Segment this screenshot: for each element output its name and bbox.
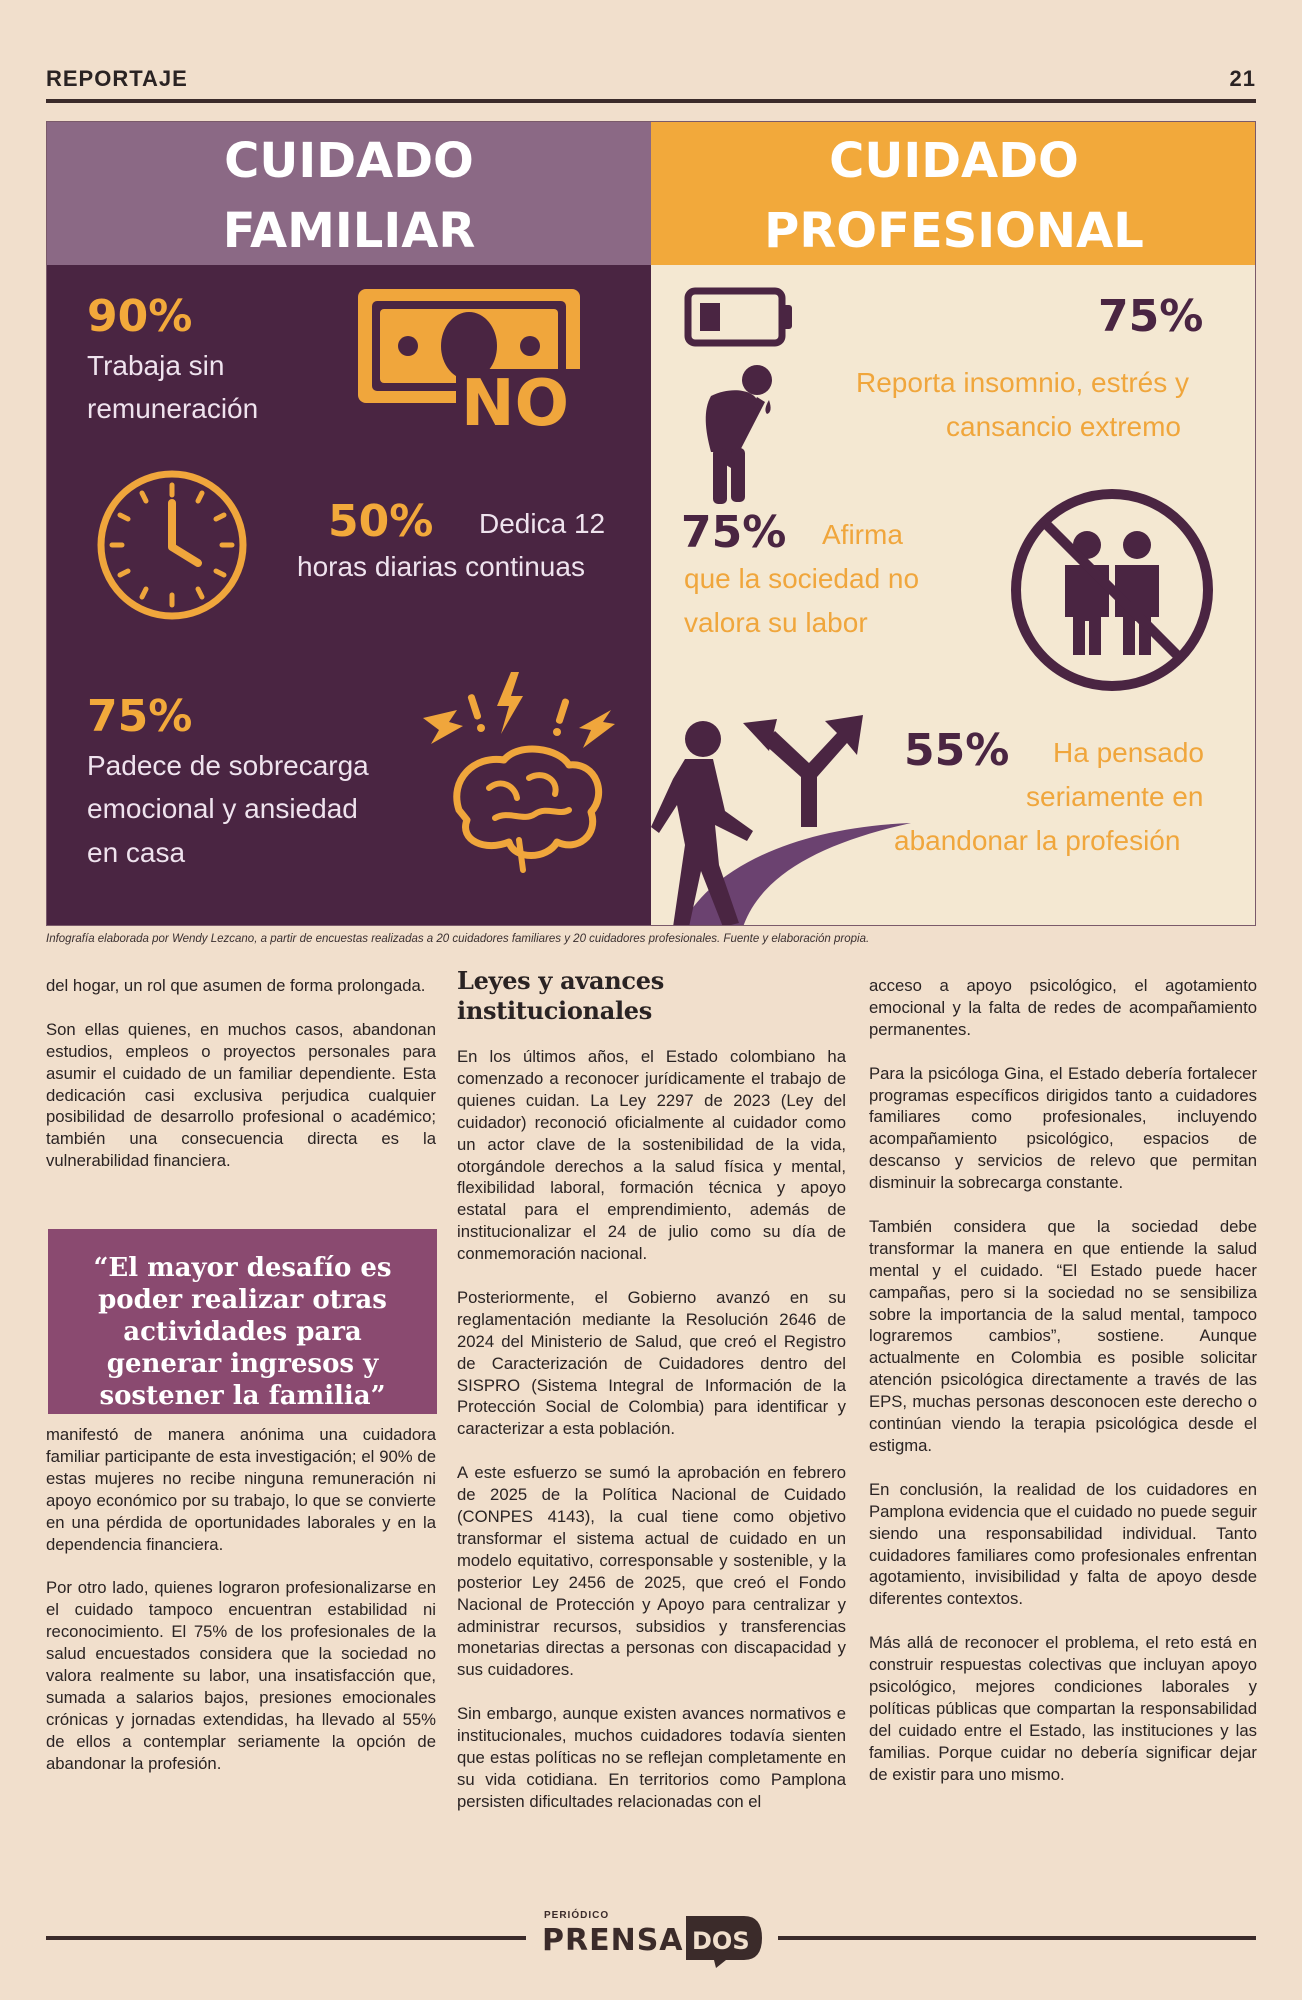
stat-75-sociedad: 75% [681, 507, 787, 558]
footer-rule-right [778, 1936, 1256, 1940]
clock-icon [94, 467, 250, 623]
tired-person-icon [691, 360, 791, 510]
stat-50: 50% [328, 496, 434, 547]
low-battery-icon [684, 287, 796, 349]
article-column-3 [869, 975, 1257, 1785]
stat-75-insomnio: 75% [1098, 291, 1204, 342]
stat-55: 55% [904, 725, 1010, 776]
header-rule [46, 99, 1256, 103]
paragraph: A este esfuerzo se sumó la aprobación en febrero de 2025 de la Política Nacional de Cuidado (CONPES 4143), la cual tiene como objetivo transformar el sistema actual de cuidado en un modelo equitativo, corresponsable y sostenible, y la posterior Ley 2456 de 2025, que creó el Fondo Nacional de Protección y Apoyo para centralizar y administrar recursos, subsidios y transferencias monetarias directas a personas con discapacidad y sus cuidadores. [457, 1463, 846, 1680]
stat-90: 90% [87, 291, 193, 342]
stat-75-familiar: 75% [87, 691, 193, 742]
paragraph: Por otro lado, quienes lograron profesionalizarse en el cuidado tampoco encuentran estabilidad ni reconocimiento. El 75% de los profesionales de la salud encuestados considera que la sociedad no valora realmente su labor, una insatisfacción que, sumada a salarios bajos, presiones emocionales crónicas y jornadas extendidas, ha llevado al 55% de ellos a contemplar seriamente la opción de abandonar la profesión. [46, 1578, 436, 1773]
page-number: 21 [1229, 66, 1256, 91]
profesional-panel: 75% Reporta insomnio, estrés y cansancio extremo 75% Afirma que la sociedad no valora su labor 55% Ha pensado seriamente en abandonar la profesión [651, 265, 1256, 926]
svg-text:DOS: DOS [692, 1927, 750, 1955]
paragraph: Son ellas quienes, en muchos casos, abandonan estudios, empleos o proyectos personales para asumir el cuidado de un familiar dependiente. Esta dedicación casi exclusiva perjudica cualquier posibilidad de desarrollo profesional o académico; también una consecuencia directa es la vulnerabilidad financiera. [46, 1019, 436, 1171]
prensados-logo [540, 1904, 770, 1970]
page-header [46, 66, 1256, 100]
paragraph: manifestó de manera anónima una cuidadora familiar participante de esta investigación; el 90% de estas mujeres no recibe ninguna remuneración ni apoyo económico por su trabajo, lo que se convierte en una pérdida de oportunidades laborales y en la dependencia financiera. [46, 1425, 436, 1554]
paragraph: acceso a apoyo psicológico, el agotamiento emocional y la falta de redes de acompañamiento permanentes. [869, 976, 1257, 1039]
article-column-2 [457, 966, 846, 1813]
paragraph: Posteriormente, el Gobierno avanzó en su reglamentación mediante la Resolución 2646 de 2024 del Ministerio de Salud, que creó el Registro de Caracterización de Cuidadores dentro del SISPRO (Sistema Integral de Información de la Protección Social de Colombia) para identificar y caracterizar a esta población. [457, 1287, 846, 1439]
article-column-1-continued [46, 1424, 436, 1774]
footer-rule-left [46, 1936, 526, 1940]
no-people-icon [1009, 487, 1215, 693]
paragraph: Para la psicóloga Gina, el Estado debería fortalecer programas específicos dirigidos tanto a cuidadores familiares como profesionales, incluyendo acompañamiento psicológico, espacios de descanso y servicios de relevo que permitan disminuir la sobrecarga constante. [869, 1063, 1257, 1193]
paragraph: También considera que la sociedad debe transformar la manera en que entiende la salud mental y el cuidado. “El Estado puede hacer campañas, pero si la sociedad no se sensibiliza sobre la importancia de la salud mental, tampoco lograremos cambios”, sostiene. Aunque actualmente en Colombia es posible solicitar atención psicológica directamente a través de las EPS, muchas personas desconocen este derecho o continúan viendo la terapia psicológica desde el estigma. [869, 1216, 1257, 1455]
paragraph: En conclusión, la realidad de los cuidadores en Pamplona evidencia que el cuidado no puede seguir siendo una responsabilidad individual. Tanto cuidadores familiares como profesionales enfrentan agotamiento, invisibilidad y falta de apoyo desde diferentes contextos. [869, 1479, 1257, 1609]
paragraph: En los últimos años, el Estado colombiano ha comenzado a reconocer jurídicamente el trabajo de quienes cuidan. La Ley 2297 de 2023 (Ley del cuidador) reconoció oficialmente al cuidador como un actor clave de la sostenibilidad de la vida, otorgándole derechos a la salud física y mental, flexibilidad laboral, formación técnica y apoyo estatal para el emprendimiento, además de institucionalizar el 24 de julio como su día de conmemoración nacional. [457, 1047, 846, 1264]
paragraph: Sin embargo, aunque existen avances normativos e institucionales, muchos cuidadores todavía sienten que estas políticas no se reflejan completamente en su vida cotidiana. En territorios como Pamplona persisten dificultades relacionadas con el [457, 1704, 846, 1811]
pull-quote: “El mayor desafío es poder realizar otras actividades para generar ingresos y sostener la familia” [48, 1229, 437, 1414]
section-label: REPORTAJE [46, 66, 188, 91]
infographic-caption: Infografía elaborada por Wendy Lezcano, a partir de encuestas realizadas a 20 cuidadores familiares y 20 cuidadores profesionales. Fuente y elaboración propia. [46, 933, 870, 945]
section-heading: Leyes y avances institucionales [457, 966, 664, 1025]
article-column-1 [46, 975, 436, 1172]
svg-text:NO: NO [461, 367, 569, 435]
svg-text:PERIÓDICO: PERIÓDICO [544, 1910, 610, 1921]
familiar-header: CUIDADO FAMILIAR [47, 122, 651, 265]
stressed-brain-icon [419, 670, 629, 880]
paragraph: Más allá de reconocer el problema, el reto está en construir respuestas colectivas que incluyan apoyo psicológico, mejores condiciones laborales y políticas públicas que compartan la responsabilidad del cuidado entre el Estado, las instituciones y las familias. Porque cuidar no debería significar dejar de existir para uno mismo. [869, 1633, 1257, 1784]
infographic [46, 121, 1256, 926]
familiar-panel: 90% Trabaja sin remuneración NO 50% Dedica 12 horas diarias continuas 75% Padece de sobrecarga emocional y ansiedad en casa [47, 265, 651, 926]
profesional-header: CUIDADO PROFESIONAL [651, 122, 1256, 265]
no-money-icon [358, 285, 588, 435]
svg-text:PRENSA: PRENSA [542, 1923, 684, 1958]
paragraph: del hogar, un rol que asumen de forma prolongada. [46, 976, 426, 995]
